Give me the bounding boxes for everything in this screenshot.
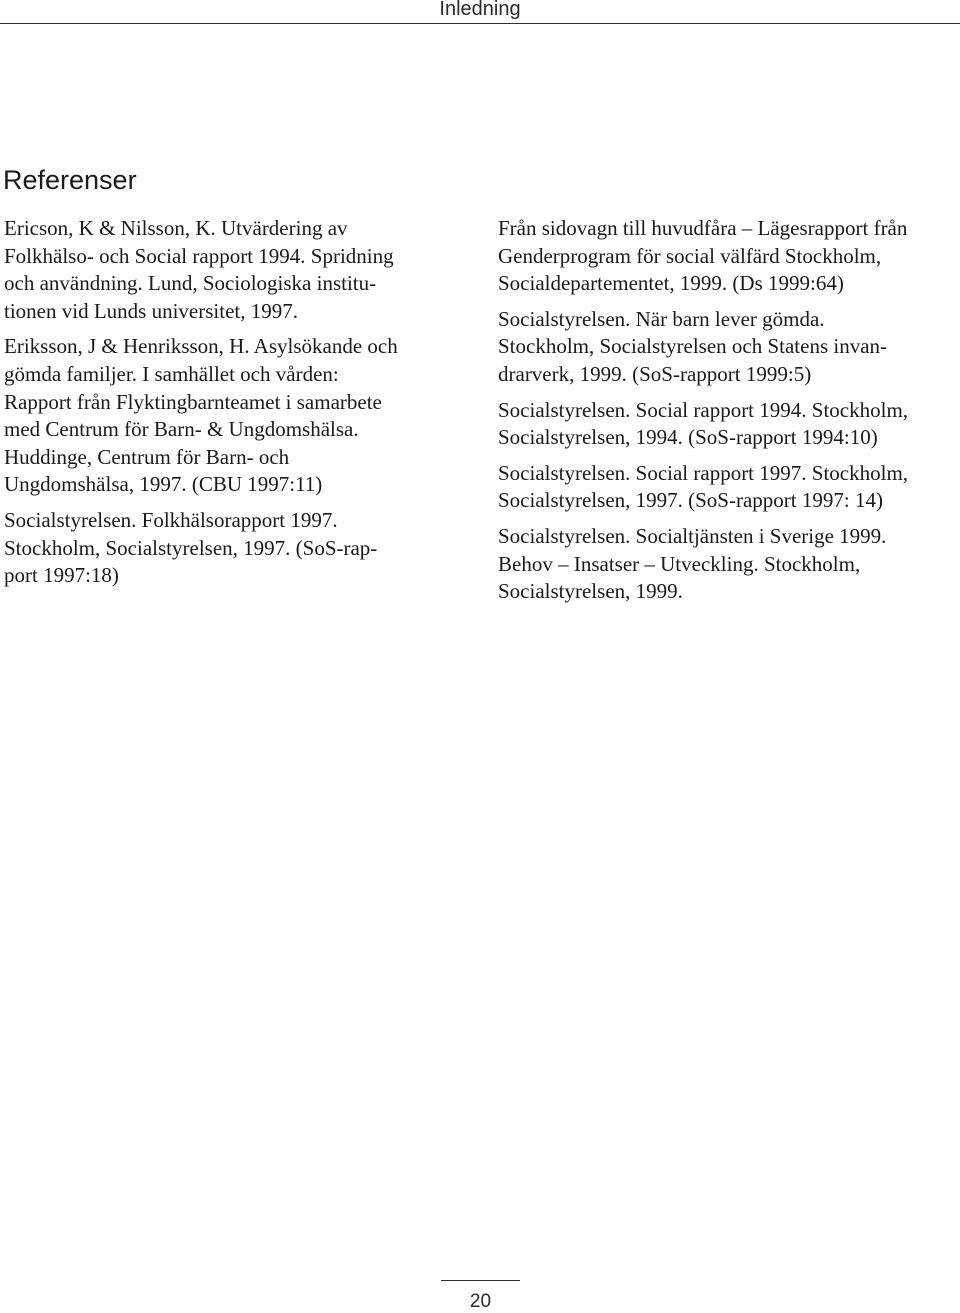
reference-entry [498, 397, 958, 452]
reference-line: tionen vid Lunds universitet, 1997. [4, 298, 298, 323]
header-rule [0, 23, 960, 24]
page-number: 20 [469, 1291, 492, 1312]
section-title: Referenser [3, 165, 137, 195]
reference-line: Socialstyrelsen, 1997. (SoS-rapport 1997: 14) [498, 488, 883, 513]
reference-line: Socialstyrelsen. Social rapport 1997. Stockholm, [498, 460, 909, 485]
reference-line: Socialdepartementet, 1999. (Ds 1999:64) [498, 271, 844, 296]
reference-line: gömda familjer. I samhället och vården: [4, 361, 339, 386]
reference-entry [498, 215, 958, 298]
running-header: Inledning [439, 0, 521, 20]
reference-line: Stockholm, Socialstyrelsen och Statens invan- [498, 334, 888, 359]
reference-line: Rapport från Flyktingbarnteamet i samarbete [4, 389, 382, 414]
reference-entry [498, 460, 958, 515]
reference-line: Ericson, K & Nilsson, K. Utvärdering av [4, 216, 348, 240]
reference-line: Genderprogram för social välfärd Stockholm, [498, 243, 882, 268]
reference-line: Eriksson, J & Henriksson, H. Asylsökande och [4, 334, 398, 359]
reference-entry [4, 333, 456, 499]
reference-line: Folkhälso- och Social rapport 1994. Spridning [4, 243, 394, 268]
reference-entry [498, 523, 958, 606]
reference-line: Socialstyrelsen, 1999. [498, 579, 683, 604]
reference-line: drarverk, 1999. (SoS-rapport 1999:5) [498, 361, 812, 386]
reference-entry [4, 507, 456, 590]
reference-line: Socialstyrelsen. Social rapport 1994. Stockholm, [498, 397, 909, 422]
reference-line: Behov – Insatser – Utveckling. Stockholm, [498, 551, 861, 576]
reference-line: med Centrum för Barn- & Ungdomshälsa. [4, 417, 359, 442]
reference-line: och användning. Lund, Sociologiska institu- [4, 271, 377, 296]
reference-line: Från sidovagn till huvudfåra – Lägesrapport från [498, 216, 908, 240]
reference-line: Stockholm, Socialstyrelsen, 1997. (SoS-rap- [4, 535, 378, 560]
reference-line: port 1997:18) [4, 563, 119, 588]
reference-line: Socialstyrelsen, 1994. (SoS-rapport 1994:10) [498, 425, 878, 450]
reference-line: Socialstyrelsen. Socialtjänsten i Sverige 1999. [498, 523, 887, 548]
footer-rule [441, 1280, 520, 1281]
reference-entry [498, 306, 958, 389]
reference-line: Huddinge, Centrum för Barn- och [4, 444, 290, 469]
reference-line: Socialstyrelsen. När barn lever gömda. [498, 306, 825, 331]
reference-entry [4, 215, 456, 325]
reference-line: Ungdomshälsa, 1997. (CBU 1997:11) [4, 472, 323, 497]
references-right-column [498, 215, 958, 614]
references-left-column [4, 215, 456, 598]
reference-line: Socialstyrelsen. Folkhälsorapport 1997. [4, 507, 338, 532]
